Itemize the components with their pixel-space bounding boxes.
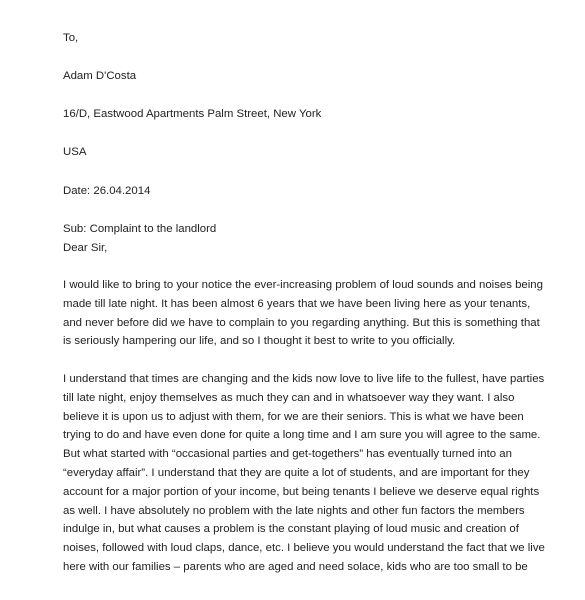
- recipient-name: Adam D'Costa: [63, 70, 137, 82]
- letter-greeting: Dear Sir,: [63, 242, 108, 254]
- salutation-to: To,: [63, 32, 79, 44]
- letter-date: Date: 26.04.2014: [63, 185, 151, 197]
- paragraph-line: here with our families – parents who are aged and need solace, kids who are too small to be: [63, 560, 528, 573]
- paragraph-line: “everyday affair”. I understand that they are quite a lot of students, and are important for they: [63, 466, 530, 479]
- body-paragraph-2: [63, 370, 545, 577]
- paragraph-line: made till late night. It has been almost 6 years that we have been living here as your tenants,: [63, 297, 531, 310]
- letter-subject: Sub: Complaint to the landlord: [63, 223, 217, 235]
- paragraph-line: But what started with “occasional parties and get-togethers” has eventually turned into an: [63, 448, 512, 461]
- paragraph-line: indulge in, but what causes a problem is the constant playing of loud music and creation of: [63, 523, 519, 536]
- paragraph-line: trying to do and have even done for quite a long time and I am sure you will agree to the same.: [63, 429, 541, 442]
- body-paragraph-1: [63, 276, 543, 351]
- paragraph-line: account for a major portion of your income, but being tenants I believe we deserve equal rights: [63, 485, 540, 498]
- paragraph-line: and never before did we have to complain to you regarding anything. But this is something that: [63, 316, 540, 329]
- paragraph-line: I understand that times are changing and the kids now love to live life to the fullest, have parties: [63, 373, 545, 385]
- recipient-address: 16/D, Eastwood Apartments Palm Street, New York: [63, 108, 322, 120]
- paragraph-line: as well. I have absolutely no problem with the late nights and other fun factors the members: [63, 504, 525, 517]
- paragraph-line: is seriously hampering our life, and so I thought it best to write to you officially.: [63, 335, 456, 348]
- paragraph-line: noises, followed with loud claps, dance, etc. I believe you would understand the fact that we live: [63, 542, 545, 555]
- paragraph-line: I would like to bring to your notice the ever-increasing problem of loud sounds and noises being: [63, 279, 543, 291]
- paragraph-line: till late night, enjoy themselves as much they can and in whatsoever way they want. I also: [63, 391, 515, 404]
- paragraph-line: believe it is upon us to adjust with them, for we are their seniors. This is what we have been: [63, 410, 524, 423]
- recipient-country: USA: [63, 146, 87, 158]
